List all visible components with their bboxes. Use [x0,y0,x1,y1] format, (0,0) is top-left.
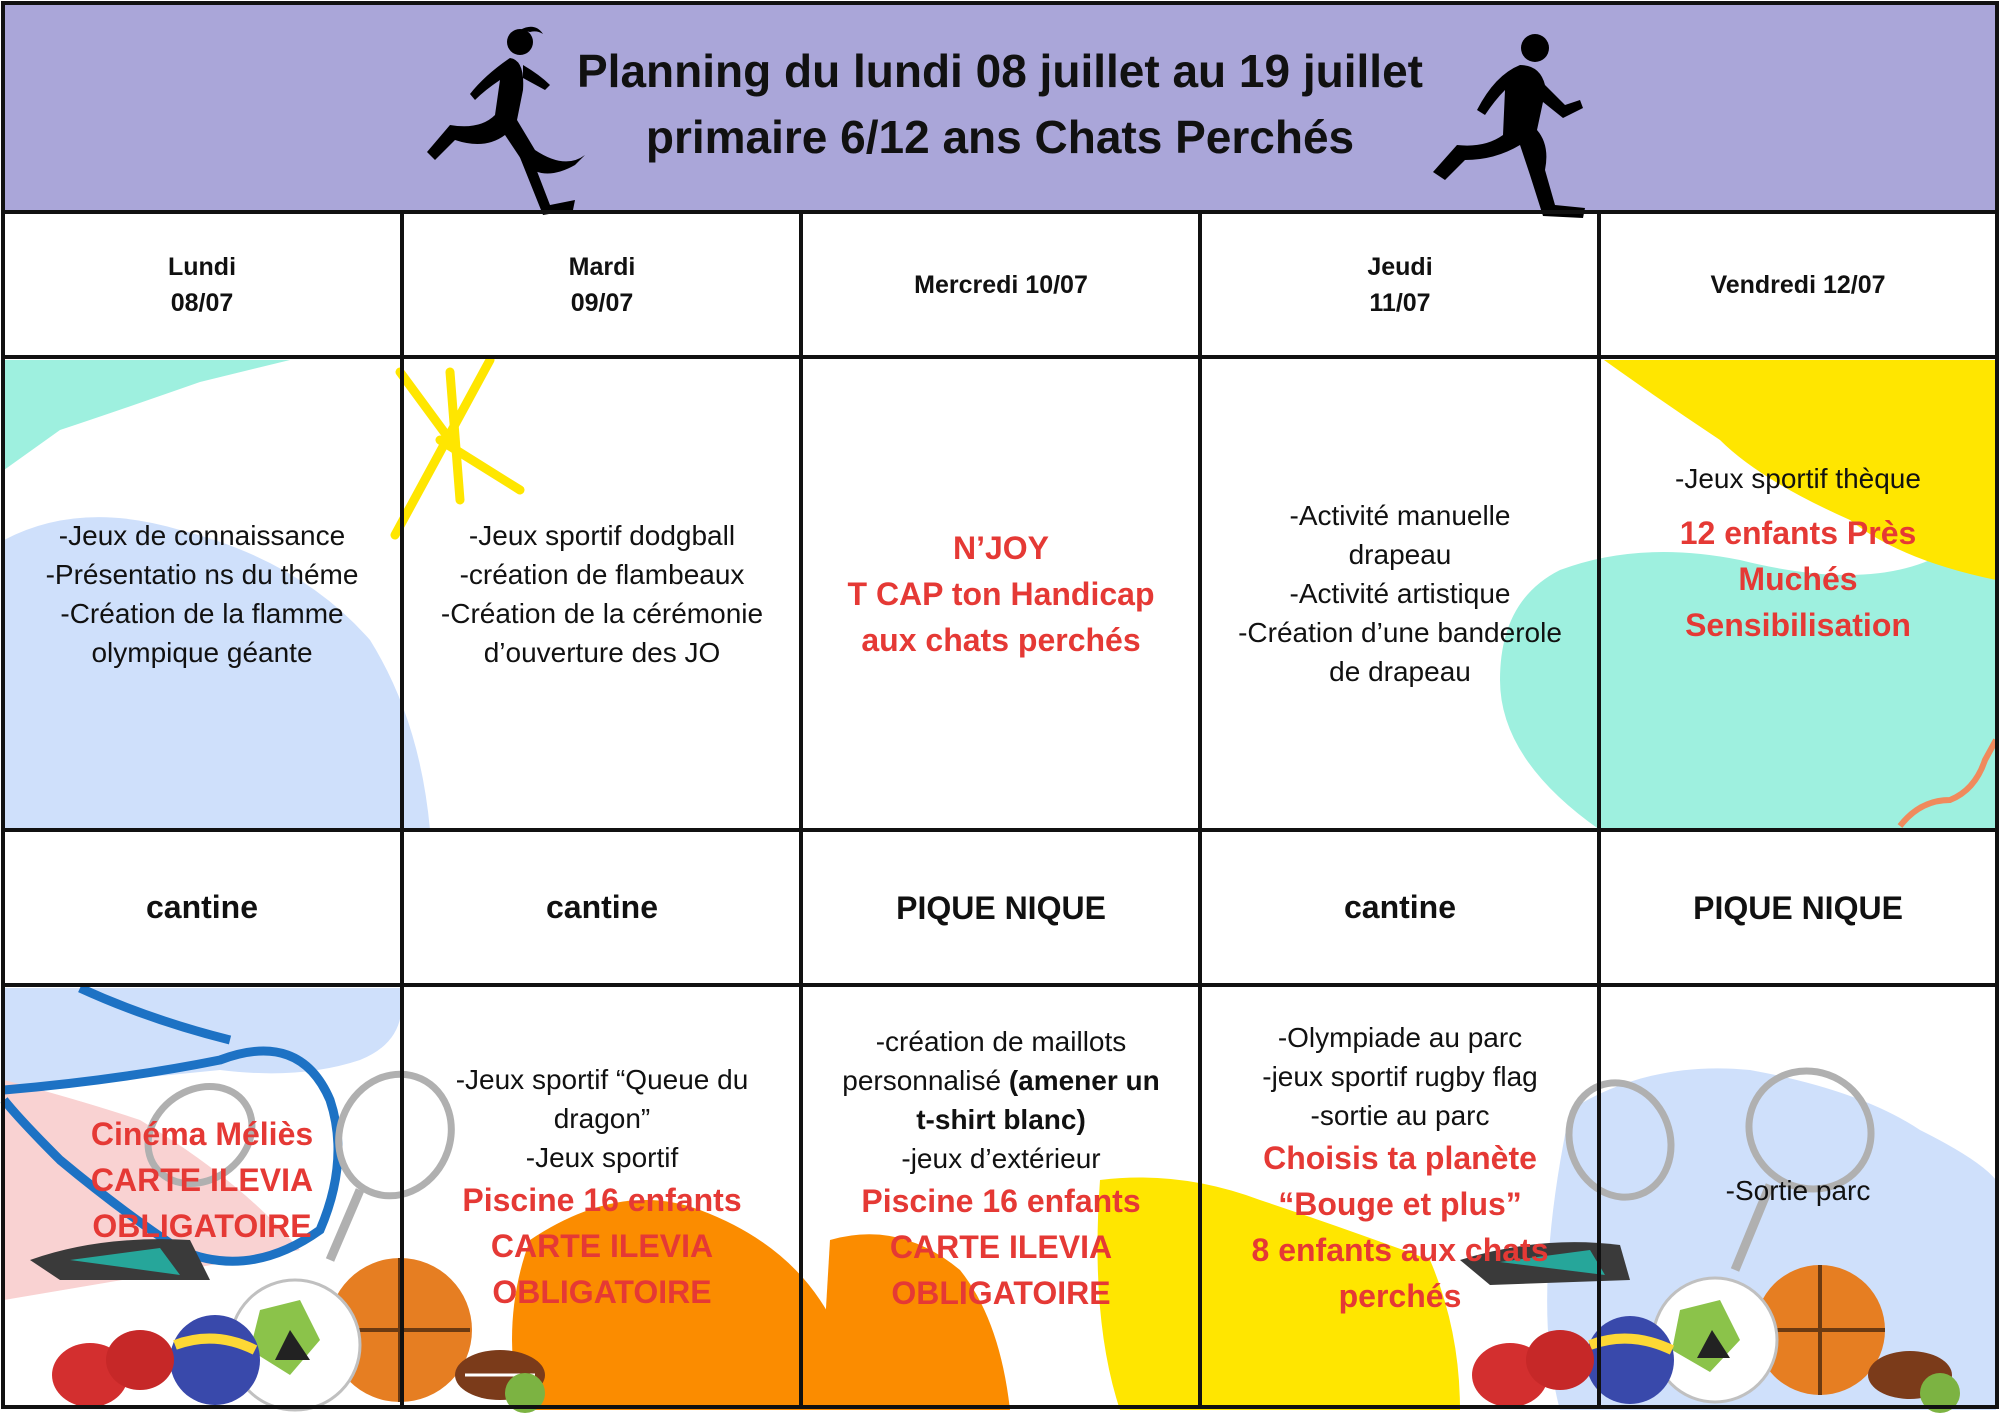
day-header-mardi [404,214,800,355]
morning-mercredi [803,359,1199,828]
event-line: Piscine 16 enfants [861,1183,1141,1219]
lunch-label: cantine [1343,889,1457,925]
afternoon-vendredi [1601,1170,1995,1210]
afternoon-mardi [404,1060,800,1320]
event-line: Choisis ta planète [1263,1140,1537,1176]
event-line: Cinéma Méliès [90,1116,314,1152]
lunch-mercredi [803,832,1199,983]
activity-line: -création de flambeaux [459,558,745,590]
lunch-lundi [4,832,400,983]
activity-line: dragon” [553,1103,651,1134]
activity-line: de drapeau [1329,656,1471,687]
activity-line: -Activité manuelle [1289,500,1511,531]
lunch-label: PIQUE NIQUE [1693,889,1903,926]
activity-line: -sortie au parc [1310,1100,1490,1131]
afternoon-jeudi [1202,1018,1598,1318]
activity-line: -création de maillots [875,1026,1127,1057]
lunch-vendredi [1601,832,1995,983]
event-line: Piscine 16 enfants [462,1182,742,1218]
event-line: Sensibilisation [1685,607,1911,643]
morning-mardi [404,359,800,828]
activity-line: -Jeux sportif [525,1142,679,1173]
activity-line: -Présentatio ns du théme [45,558,359,590]
event-line: OBLIGATOIRE [92,1208,312,1244]
activity-line: -jeux sportif rugby flag [1262,1061,1538,1092]
day-header-jeudi [1202,214,1598,355]
lunch-label: PIQUE NIQUE [896,889,1106,926]
activity-line: drapeau [1348,539,1452,570]
page-title-line-2: primaire 6/12 ans Chats Perchés [645,111,1355,163]
lunch-label: cantine [545,889,659,925]
activity-line: -Jeux de connaissance [58,519,346,551]
activity-line: -jeux d’extérieur [901,1143,1101,1174]
activity-line: -Sortie parc [1725,1174,1871,1206]
day-name: Vendredi 12/07 [1710,270,1886,299]
event-line: 8 enfants aux chats [1251,1232,1549,1268]
day-name: Jeudi [1367,252,1433,281]
activity-line: -Olympiade au parc [1277,1022,1523,1053]
event-line: OBLIGATOIRE [492,1274,712,1310]
morning-lundi [4,359,400,828]
lunch-label: cantine [145,889,259,925]
activity-line: -Jeux sportif “Queue du [455,1064,749,1095]
activity-note: t-shirt blanc) [916,1104,1086,1135]
activity-line: -Création de la cérémonie [440,597,764,629]
event-line: CARTE ILEVIA [490,1228,714,1264]
day-header-lundi [4,214,400,355]
activity-line: olympique géante [91,636,313,668]
event-line: 12 enfants Près [1679,515,1917,551]
activity-line: -Création de la flamme [60,597,344,629]
page-title-line-1: Planning du lundi 08 juillet au 19 juillet [577,45,1423,97]
activity-line: d’ouverture des JO [483,636,721,668]
event-line: CARTE ILEVIA [889,1229,1113,1265]
day-date: 09/07 [570,288,634,317]
event-line: aux chats perchés [861,621,1141,658]
afternoon-lundi [4,1110,400,1250]
event-line: “Bouge et plus” [1278,1186,1522,1222]
day-name: Mercredi 10/07 [914,270,1088,299]
lunch-jeudi [1202,832,1598,983]
activity-line: -Création d’une banderole [1238,617,1562,648]
activity-note: (amener un [1008,1065,1160,1096]
day-date: 08/07 [170,288,234,317]
activity-line [842,1061,1160,1100]
event-line: OBLIGATOIRE [891,1275,1111,1311]
day-header-mercredi [803,214,1199,355]
event-line: CARTE ILEVIA [90,1162,314,1198]
day-name: Mardi [568,252,636,281]
lunch-mardi [404,832,800,983]
activity-line: -Jeux sportif thèque [1675,463,1921,494]
event-line: T CAP ton Handicap [847,575,1155,612]
morning-vendredi [1601,359,1995,828]
event-line: perchés [1338,1278,1462,1314]
event-line: Muchés [1738,561,1858,597]
event-line: N’JOY [952,529,1050,566]
day-name: Lundi [167,252,237,281]
activity-line: -Activité artistique [1289,578,1511,609]
activity-text: personnalisé [842,1065,1009,1096]
day-header-vendredi [1601,214,1995,355]
day-date: 11/07 [1369,288,1431,317]
activity-line: -Jeux sportif dodgball [468,519,736,551]
morning-jeudi [1202,359,1598,828]
afternoon-mercredi [803,1022,1199,1322]
